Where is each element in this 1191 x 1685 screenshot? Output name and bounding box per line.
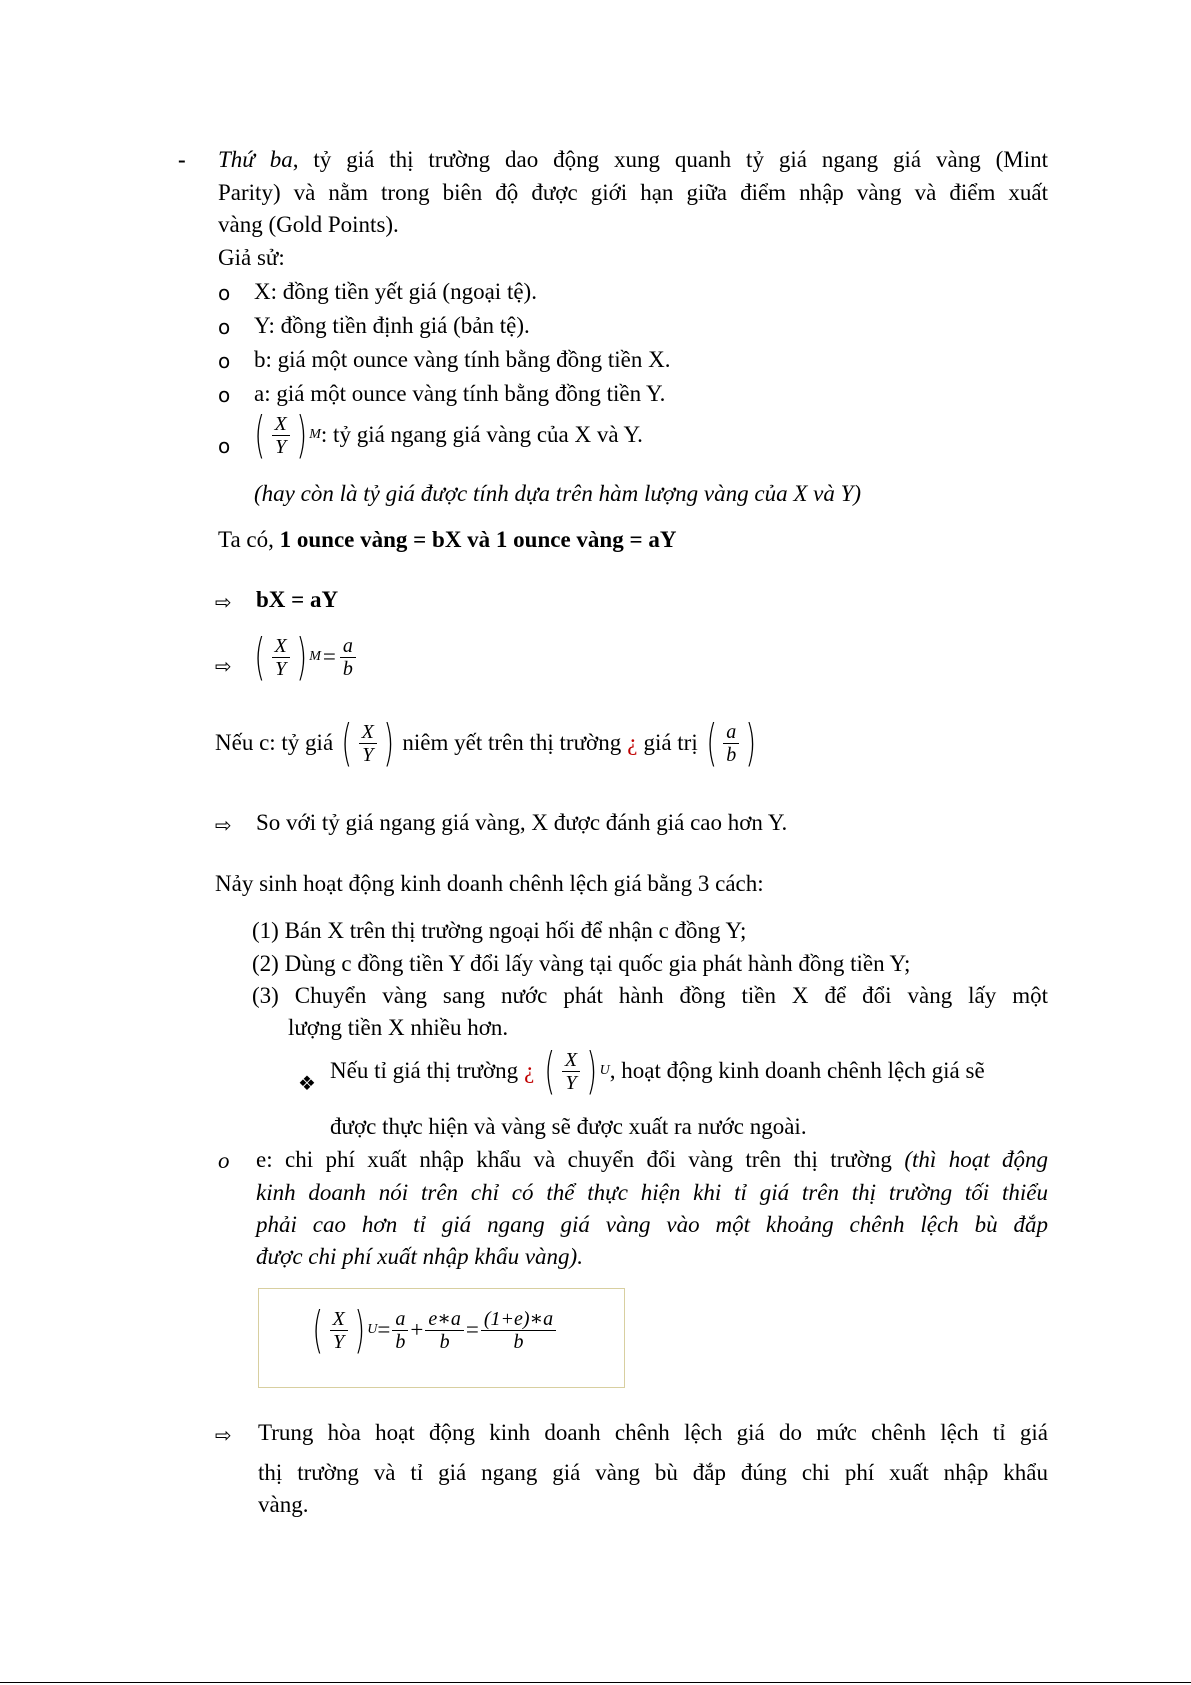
ta-co-line: Ta có, 1 ounce vàng = bX và 1 ounce vàng = aY <box>218 527 677 552</box>
intro-line-3: vàng (Gold Points). <box>218 212 399 237</box>
list-bullet: o <box>218 281 231 305</box>
intro-line-1-rest: , tỷ giá thị trường dao động xung quanh tỷ giá ngang giá vàng (Mint <box>292 147 1048 172</box>
mint-note: (hay còn là tỷ giá được tính dựa trên hàm lượng vàng của X và Y) <box>254 481 862 506</box>
definition-x: X: đồng tiền yết giá (ngoại tệ). <box>254 279 537 304</box>
e-item-line-2: kinh doanh nói trên chỉ có thể thực hiện khi tỉ giá trên thị trường tối thiểu <box>256 1180 1048 1205</box>
conclusion-2-line-2: thị trường và tỉ giá ngang giá vàng bù đắp đúng chi phí xuất nhập khẩu <box>258 1460 1048 1485</box>
list-bullet: o <box>218 434 231 458</box>
assume-label: Giả sử: <box>218 245 285 270</box>
if-rate-line-2: được thực hiện và vàng sẽ được xuất ra nước ngoài. <box>330 1114 807 1139</box>
step-1: (1) Bán X trên thị trường ngoại hối để nhận c đồng Y; <box>252 918 747 943</box>
mint-parity-symbol: ( $\frac{X}{Y}$ ) M <box>254 406 321 464</box>
neu-c-line: Nếu c: tỷ giá ( $\frac{X}{Y}$ ) niêm yết trên thị trường ¿ giá trị ( $\frac{a}{b}$ ) <box>215 714 757 772</box>
intro-italic-lead: Thứ ba <box>218 147 293 172</box>
if-rate-line: Nếu tỉ giá thị trường ¿ ( $\frac{X}{Y}$ ) U , hoạt động kinh doanh chênh lệch giá sẽ <box>330 1042 985 1100</box>
e-item-line-3: phải cao hơn tỉ giá ngang giá vàng vào một khoảng chênh lệch bù đắp <box>256 1212 1048 1237</box>
bx-equals-ay: bX = aY <box>256 587 339 612</box>
conclusion-1: So với tỷ giá ngang giá vàng, X được đánh giá cao hơn Y. <box>256 810 788 835</box>
list-bullet: o <box>218 349 231 373</box>
arrow-icon: ⇨ <box>215 1423 232 1447</box>
mint-parity-definition <box>250 406 643 464</box>
page-bottom-rule <box>0 1682 1191 1683</box>
step-2: (2) Dùng c đồng tiền Y đổi lấy vàng tại quốc gia phát hành đồng tiền Y; <box>252 951 911 976</box>
definition-b: b: giá một ounce vàng tính bằng đồng tiền X. <box>254 347 671 372</box>
arrow-icon: ⇨ <box>215 590 232 614</box>
diamond-icon: ❖ <box>298 1071 316 1095</box>
arbitrage-intro: Nảy sinh hoạt động kinh doanh chênh lệch giá bằng 3 cách: <box>215 871 764 896</box>
list-bullet: o <box>218 383 231 407</box>
e-item-bullet: o <box>218 1148 230 1173</box>
definition-y: Y: đồng tiền định giá (bản tệ). <box>254 313 530 338</box>
gold-export-point-formula: ( $\frac{X}{Y}$ ) U = $\frac{a}{b}$ + $\frac{e∗a}{b}$ = $\frac{(1+e)∗a}{b}$ <box>308 1305 558 1355</box>
definition-a: a: giá một ounce vàng tính bằng đồng tiền Y. <box>254 381 666 406</box>
section-dash: - <box>178 147 186 172</box>
step-3-cont: lượng tiền X nhiều hơn. <box>288 1015 509 1040</box>
conclusion-2-line-3: vàng. <box>258 1492 309 1517</box>
mint-parity-formula: ( $\frac{X}{Y}$ ) M = $\frac{a}{b}$ <box>250 632 358 682</box>
e-item-line-4: được chi phí xuất nhập khẩu vàng). <box>256 1244 583 1269</box>
step-3: (3) Chuyển vàng sang nước phát hành đồng tiền X để đổi vàng lấy một <box>252 983 1048 1008</box>
conclusion-2-line-1: Trung hòa hoạt động kinh doanh chênh lệch giá do mức chênh lệch tỉ giá <box>258 1420 1048 1445</box>
arrow-icon: ⇨ <box>215 813 232 837</box>
mint-def-text: : tỷ giá ngang giá vàng của X và Y. <box>320 422 643 447</box>
e-item-line-1: e: chi phí xuất nhập khẩu và chuyển đổi vàng trên thị trường (thì hoạt động <box>256 1147 1048 1172</box>
arrow-icon: ⇨ <box>215 654 232 678</box>
list-bullet: o <box>218 315 231 339</box>
intro-line-2: Parity) và nằm trong biên độ được giới hạn giữa điểm nhập vàng và điểm xuất <box>218 180 1048 205</box>
intro-line-1 <box>218 144 1048 176</box>
